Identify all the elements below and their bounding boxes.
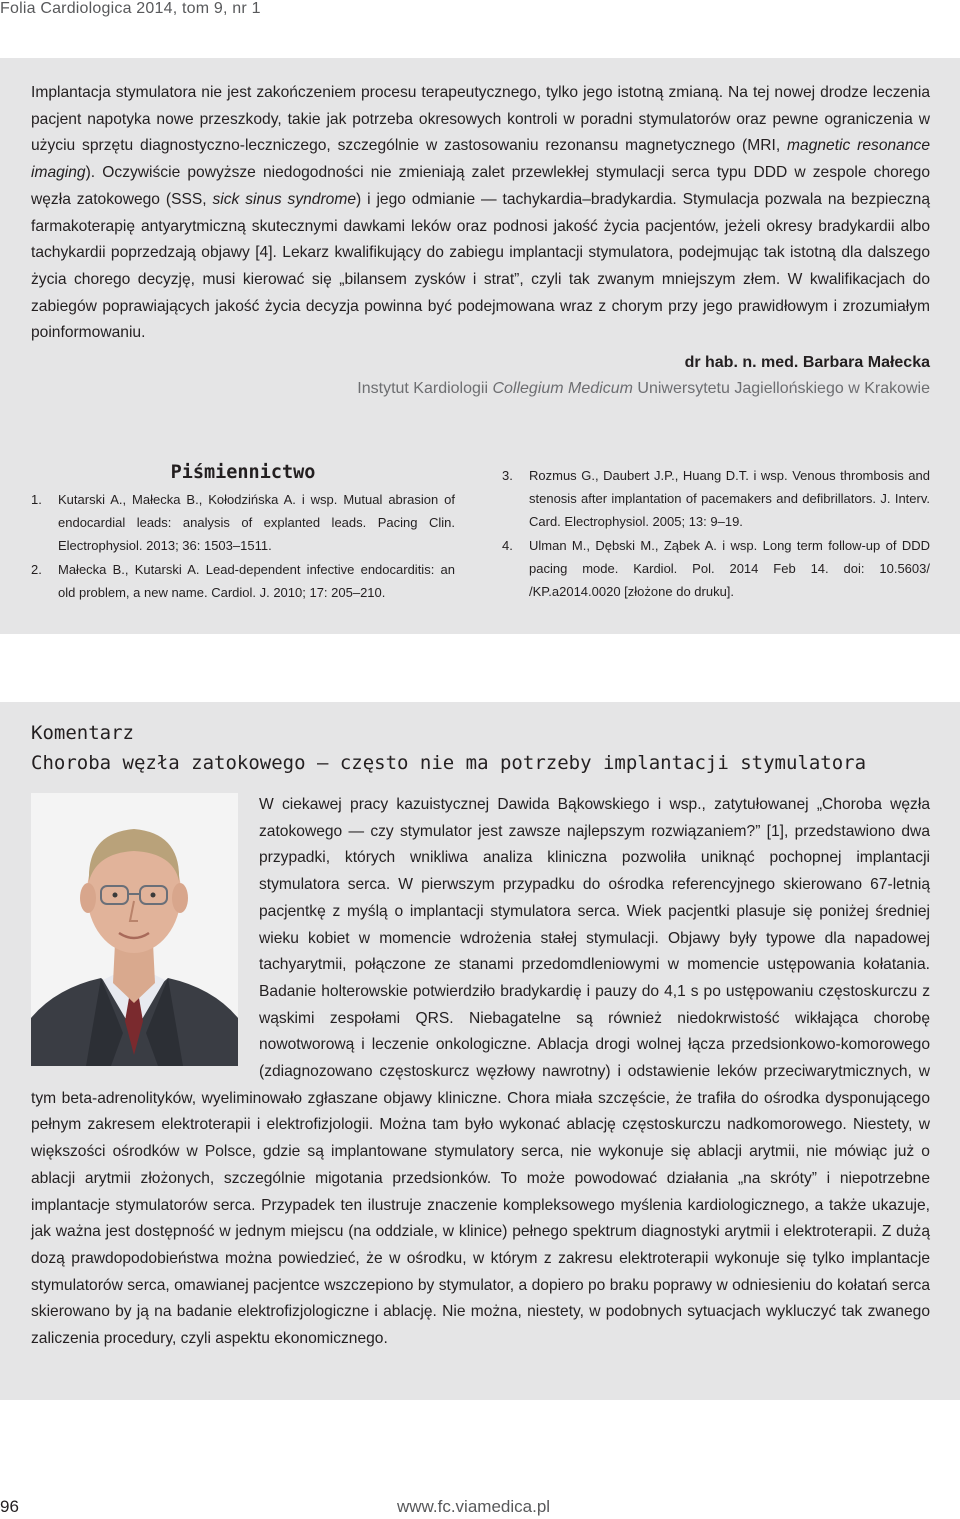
references-list-left bbox=[31, 488, 455, 605]
author-affiliation bbox=[357, 380, 930, 398]
author-degree: dr hab. n. med. bbox=[684, 354, 799, 371]
paragraph-text: ) i jego odmianie — tachykardia–bradykardia. Stymulacja pozwala na bezpieczną farmakoterapię antyarytmiczną skutecznymi dawkami leków oraz podnosi jakość życia pacjentów, jeżeli okresy bradykardii albo tachykardii poprzedzają objawy [4]. Lekarz kwalifikujący do zabiegu implantacji stymulatora, podejmując tak istotną dla dalszego życia chorego decyzję, musi kierować się „bilansem zysków i strat”, czyli tak zwanym mniejszym złem. W kwalifikacjach do zabiegów poprawiających jakość życia decyzja powinna być podejmowana wraz z chorym przy jego prawidłowym i zrozumiałym poinformowaniu. bbox=[31, 190, 930, 342]
article-closing-paragraph bbox=[31, 80, 930, 347]
reference-item bbox=[31, 558, 455, 604]
reference-number: 2. bbox=[31, 562, 42, 577]
affiliation-part: Uniwersytetu Jagiellońskiego w Krakowie bbox=[632, 380, 930, 397]
reference-text: Rozmus G., Daubert J.P., Huang D.T. i wsp. Venous thrombosis and stenosis after implantation of pacemakers and defibrillators. J. Interv. Card. Electrophysiol. 2005; 13: 9–19. bbox=[529, 468, 930, 529]
reference-item bbox=[502, 534, 930, 603]
paragraph-text: ). Oczywiście powyższe niedogodności nie zmieniają zalet przewlekłej stymulacji serca typu DDD w zespole chorego węzła zatokowego (SSS, bbox=[31, 164, 930, 208]
paragraph-italic: sick sinus syndrome bbox=[212, 190, 357, 208]
reference-number: 1. bbox=[31, 492, 42, 507]
reference-number: 4. bbox=[502, 538, 513, 553]
paragraph-italic: magnetic resonance imaging bbox=[31, 137, 930, 182]
commentary-paragraph bbox=[31, 792, 930, 1353]
reference-number: 3. bbox=[502, 468, 513, 483]
affiliation-part: Instytut Kardiologii bbox=[357, 380, 493, 397]
reference-item bbox=[502, 464, 930, 533]
photo-float-spacer bbox=[31, 792, 259, 1084]
author-signature bbox=[685, 354, 930, 372]
footer-url[interactable]: www.fc.viamedica.pl bbox=[397, 1497, 551, 1516]
paragraph-text: Implantacja stymulatora nie jest zakończeniem procesu terapeutycznego, tylko jego istotną zmianą. Na tej nowej drodze leczenia pacjent napotyka nowe przeszkody, takie jak potrzeba okresowych kontroli w poradni stymulatorów oraz pewne ograniczenia w użyciu sprzętu diagnostyczno-leczniczego, szczególnie w zastosowaniu rezonansu magnetycznego (MRI, bbox=[31, 84, 930, 155]
commentary-text: W ciekawej pracy kazuistycznej Dawida Bąkowskiego i wsp., zatytułowanej „Choroba węzła zatokowego — czy stymulator jest zawsze najlepszym rozwiązaniem?” [1], przedstawiono dwa przypadki, których wnikliwa analiza kliniczna pozwoliła uniknąć pochopnej implantacji stymulatora serca. W pierwszym przypadku do ośrodka referencyjnego skierowano 67-letnią pacjentkę z myślą o implantacji stymulatora serca. Wiek pacjentki plasuje się poniżej średniej wieku kobiet w momencie wdrożenia stałej stymulacji. Objawy były typowe dla napadowej tachyarytmii, połączone ze stanami przedomdleniowymi w momencie ustępowania kołatania. Badanie holterowskie potwierdziło bradykardię i pauzy do 4,1 s po ustępowaniu częstoskurczu z wąskimi zespołami QRS. Niebagatelne są również niedokrwistość wikłająca chorobę nowotworową i leczenie onkologiczne. Ablacja drogi wolnej łącza przedsionkowo-komorowego (zdiagnozowano częstoskurcz węzłowy nawrotny) i odstawienie leków przeciwarytmicznych, w tym beta-adrenolityków, wyeliminowało zgłaszane objawy kliniczne. Chora miała szczęście, że trafiła do ośrodka dysponującego pełnym zakresem elektroterapii i elektrofizjologii. Można tam było wykonać ablację częstoskurczu nadkomorowego. Niestety, w większości ośrodków w Polsce, gdzie są implantowane stymulatory serca, nie wykonuje się ablacji arytmii, nie mówiąc już o ablacji arytmii złożonych, szczególnie migotania przedsionków. To może powodować działania „na skróty” i niepotrzebne implantacje stymulatorów serca. Przypadek ten ilustruje znaczenie kompleksowego myślenia kardiologicznego, a także ukazuje, jak ważna jest dostępność w jednym miejscu (na oddziale, w klinice) pełnego spektrum diagnostyki arytmii i elektroterapii. Z dużą dozą prawdopodobieństwa można powiedzieć, że w ośrodku, w którym z zakresu elektroterapii wykonuje się tylko implantacje stymulatorów serca, omawianej pacjentce wszczepiono by stymulator, a dopiero po braku poprawy w odniesieniu do kołatań serca skierowano by ją na badanie elektrofizjologiczne i ablację. Nie można, niestety, w podobnych sytuacjach wykluczyć tak zwanego zaliczenia procedury, czyli aspektu ekonomicznego. bbox=[31, 796, 930, 1348]
commentary-title: Choroba węzła zatokowego — często nie ma potrzeby implantacji stymulatora bbox=[31, 752, 867, 774]
reference-item bbox=[31, 488, 455, 557]
reference-text: Małecka B., Kutarski A. Lead-dependent infective endocarditis: an old problem, a new name. Cardiol. J. 2010; 17: 205–210. bbox=[58, 562, 455, 600]
reference-text: Kutarski A., Małecka B., Kołodzińska A. i wsp. Mutual abrasion of endocardial leads: analysis of explanted leads. Pacing Clin. Electrophysiol. 2013; 36: 1503–1511. bbox=[58, 492, 455, 553]
references-list-right bbox=[502, 464, 930, 604]
journal-header: Folia Cardiologica 2014, tom 9, nr 1 bbox=[0, 0, 261, 17]
reference-text: Ulman M., Dębski M., Ząbek A. i wsp. Long term follow-up of DDD pacing mode. Kardiol. Pol. 2014 Feb 14. doi: 10.5603/ /KP.a2014.0020 [złożone do druku]. bbox=[529, 538, 930, 599]
references-title: Piśmiennictwo bbox=[170, 462, 316, 483]
commentary-label: Komentarz bbox=[31, 722, 134, 744]
affiliation-italic: Collegium Medicum bbox=[492, 380, 633, 397]
page-number: 96 bbox=[0, 1497, 19, 1516]
author-name: Barbara Małecka bbox=[802, 354, 930, 371]
